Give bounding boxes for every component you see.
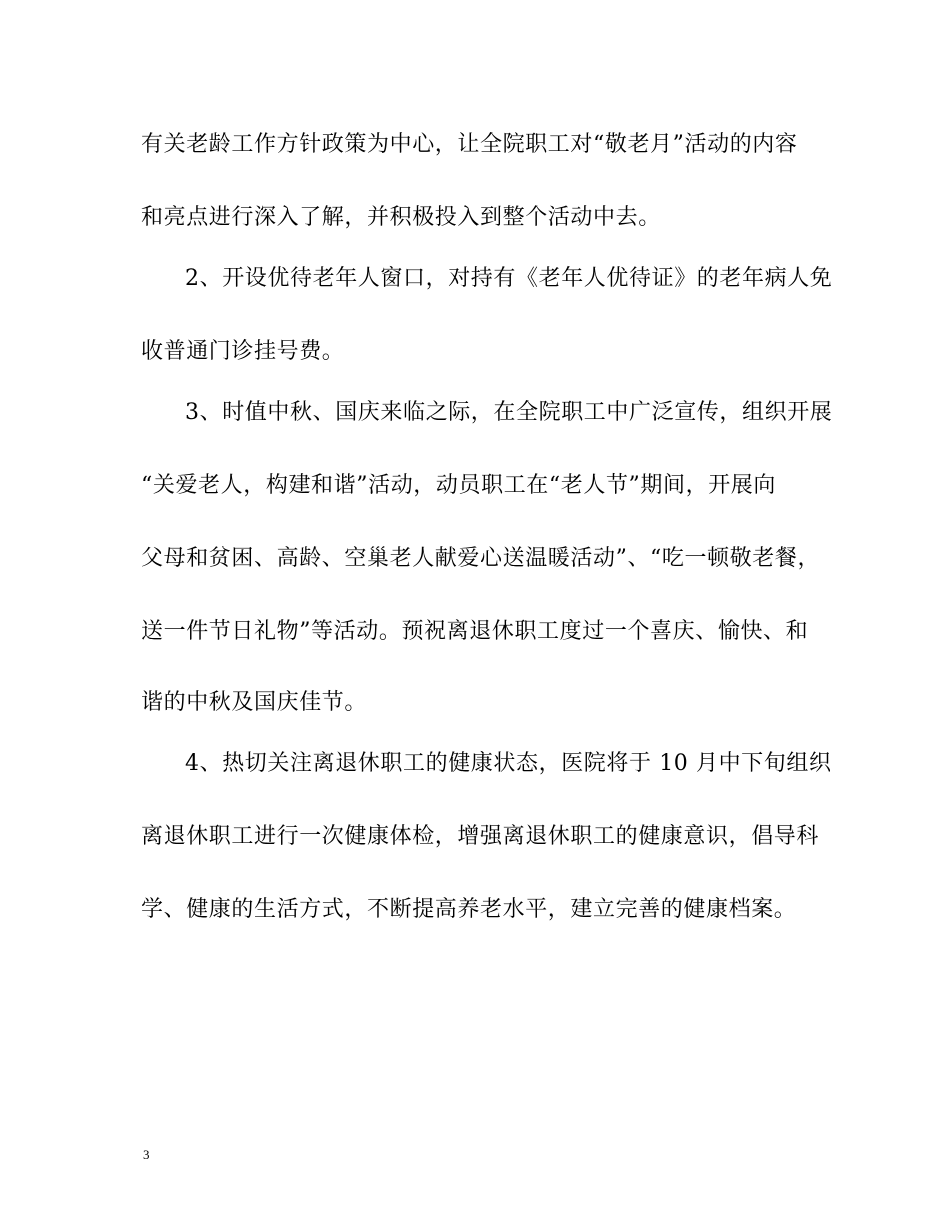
paragraph-3-start: 3、时值中秋、国庆来临之际，在全院职工中广泛宣传，组织开展 xyxy=(185,400,833,425)
text-line: 和亮点进行深入了解，并积极投入到整个活动中去。 xyxy=(141,205,661,230)
paragraph-2-start: 2、开设优待老年人窗口，对持有《老年人优待证》的老年病人免 xyxy=(185,266,833,291)
page-number: 3 xyxy=(143,1147,150,1162)
text-line: 有关老龄工作方针政策为中心，让全院职工对“敬老月”活动的内容 xyxy=(141,132,798,157)
text-line: 送一件节日礼物”等活动。预祝离退休职工度过一个喜庆、愉快、和 xyxy=(141,619,809,644)
text-line: 收普通门诊挂号费。 xyxy=(141,339,345,364)
text-line: 离退休职工进行一次健康体检，增强离退休职工的健康意识，倡导科 xyxy=(141,824,820,849)
text-line: 父母和贫困、高龄、空巢老人献爱心送温暖活动”、“吃一顿敬老餐， xyxy=(141,546,821,571)
text-line: “关爱老人，构建和谐”活动，动员职工在“老人节”期间，开展向 xyxy=(141,473,776,498)
text-line: 学、健康的生活方式，不断提高养老水平，建立完善的健康档案。 xyxy=(141,897,797,922)
paragraph-4-start: 4、热切关注离退休职工的健康状态，医院将于 10 月中下旬组织 xyxy=(185,751,832,776)
text-line: 谐的中秋及国庆佳节。 xyxy=(141,690,368,715)
